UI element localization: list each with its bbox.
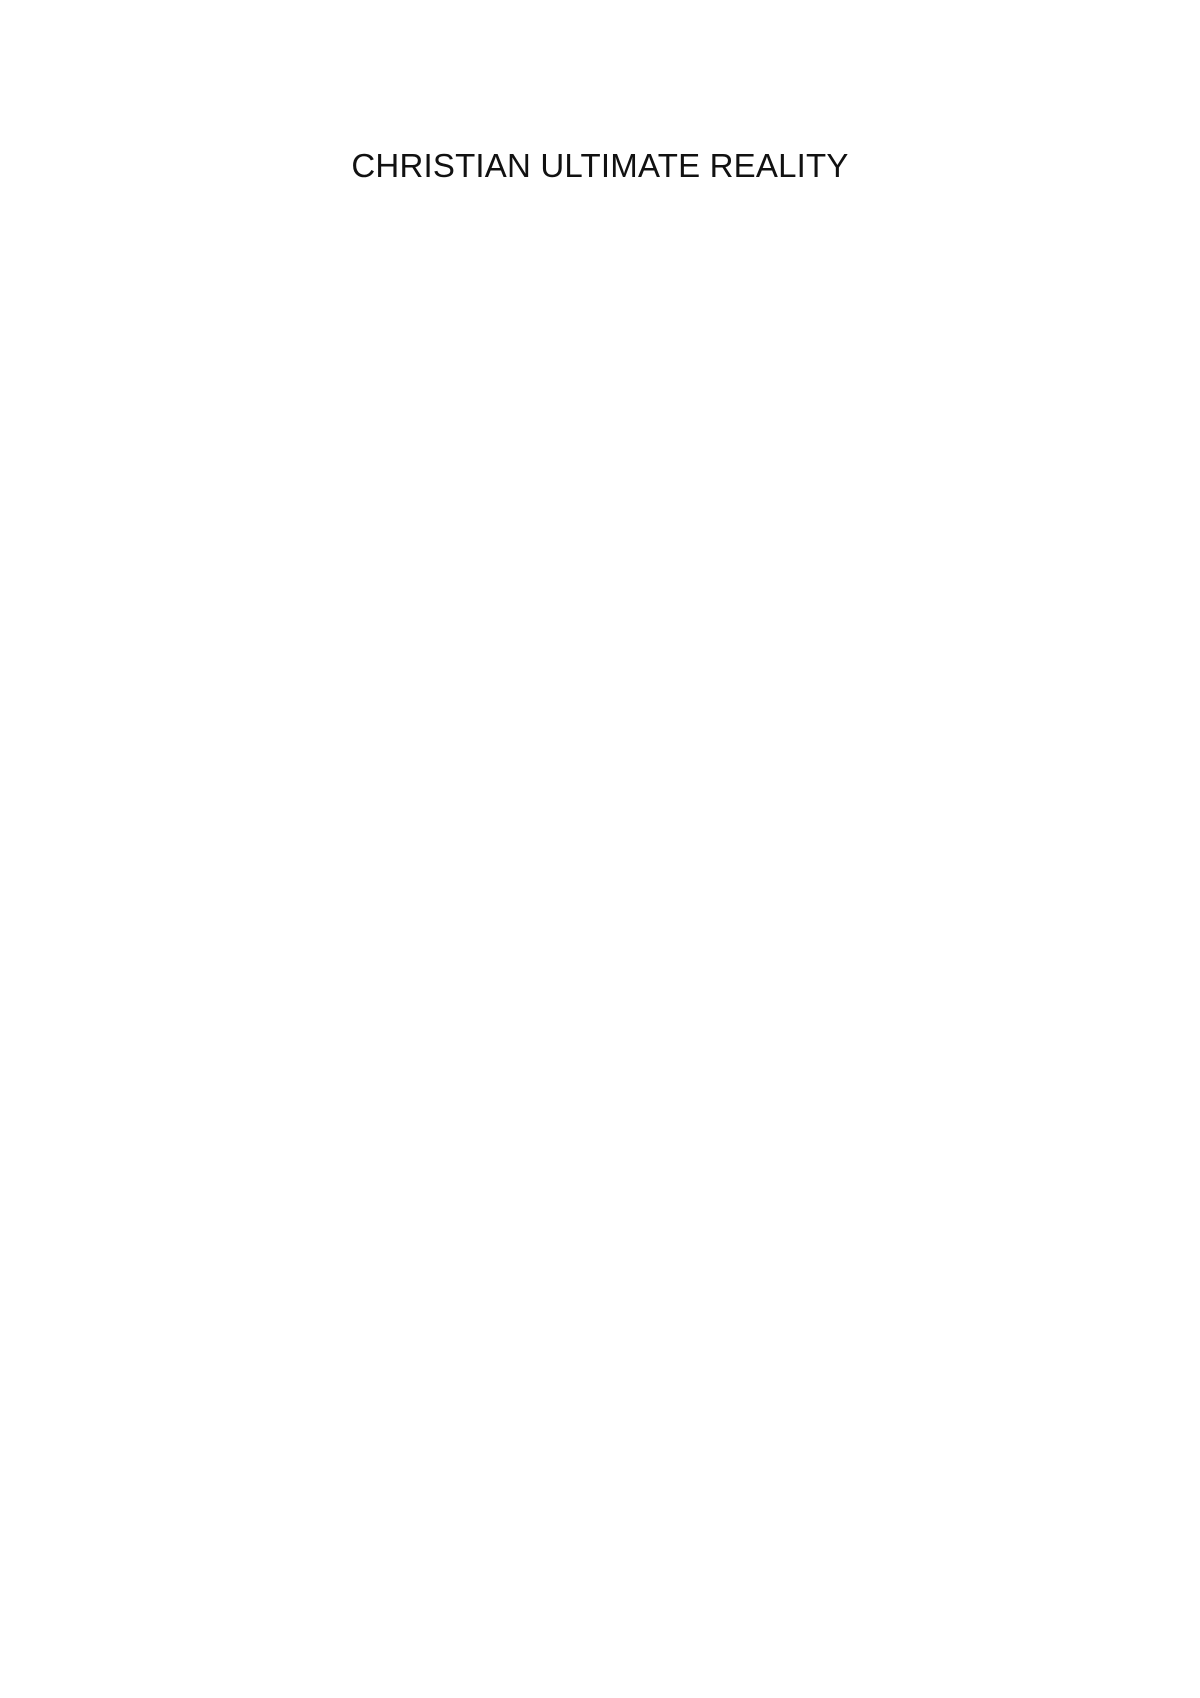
- document-title: CHRISTIAN ULTIMATE REALITY: [351, 147, 849, 184]
